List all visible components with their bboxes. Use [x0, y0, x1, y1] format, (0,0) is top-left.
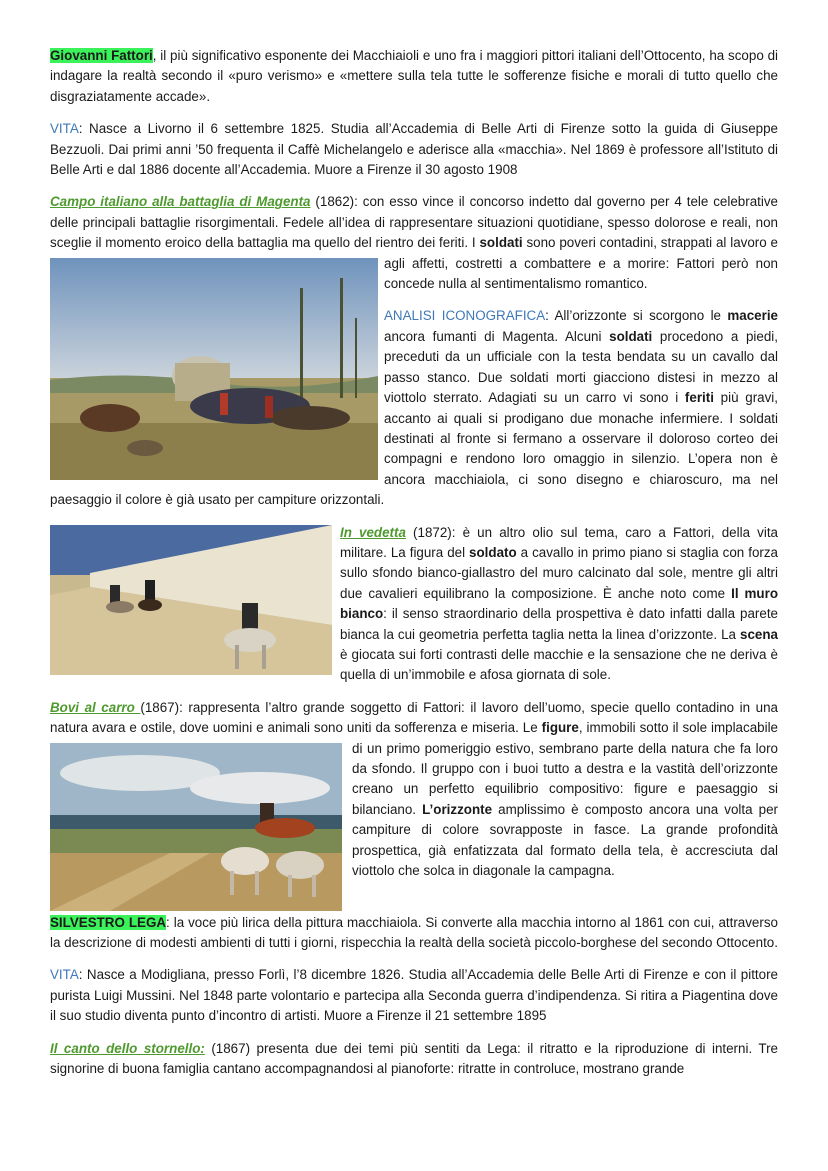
analisi-label: ANALISI ICONOGRAFICA: [384, 308, 546, 324]
magenta-painting: [50, 258, 378, 480]
vita-label: VITA: [50, 121, 79, 137]
bovi-title: Bovi al carro: [50, 699, 141, 715]
vita-label-2: VITA: [50, 967, 79, 983]
document-page: [50, 46, 778, 1091]
fattori-vita: VITA: Nasce a Livorno il 6 settembre 1825. Studia all’Accademia di Belle Arti di Firenze sotto la guida di Giuseppe Bezzuoli. Dai primi anni ’50 frequenta il Caffè Michelangelo e aderisce alla «macchia». Nel 1869 è professore all’Istituto di Belle Arti e dal 1886 docente all’Accademia. Muore a Firenze il 30 agosto 1908: [50, 121, 778, 178]
fattori-name-highlight: Giovanni Fattori: [50, 48, 153, 63]
stornello-title: Il canto dello stornello:: [50, 1040, 205, 1056]
lega-vita: VITA: Nasce a Modigliana, presso Forlì, l’8 dicembre 1826. Studia all’Accademia delle Belle Arti di Firenze e con il pittore purista Luigi Mussini. Nel 1848 parte volontario e partecipa alla Seconda guerra d’indipendenza. Si ritira a Piagentina dove il suo studio diventa punto d’incontro di artisti. Muore a Firenze il 21 settembre 1895: [50, 967, 778, 1024]
lega-name-highlight: SILVESTRO LEGA: [50, 914, 167, 930]
magenta-analisi: ANALISI ICONOGRAFICA: All’orizzonte si scorgono le macerie ancora fumanti di Magenta. Alcuni soldati procedono a piedi, preceduti da un ufficiale con la testa bendata su un cavallo dal passo stanco. Due soldati morti giacciono distesi in mezzo al viottolo sterrato. Adagiati su un carro vi sono i feriti più gravi, accanto ai quali si prodigano due monache infermiere. I soldati destinati al fronte si fermano a osservare il doloroso corteo dei compagni e rendono loro omaggio in silenzio. L’opera non è ancora macchiaiola, ci sono disegno e chiaroscuro, ma nel paesaggio il colore è già usato per campiture orizzontali.: [50, 308, 779, 508]
vedetta-paragraph: In vedetta (1872): è un altro olio sul tema, caro a Fattori, della vita militare. La figura del soldato a cavallo in primo piano si staglia con forza sullo sfondo bianco-giallastro del muro calcinato dal sole, mentre gli altri due cavalieri equilibrano la composizione. È anche noto come Il muro bianco: il senso straordinario della prospettiva è dato infatti dalla parete bianca la cui geometria perfetta taglia netta la linea d’orizzonte. La scena è giocata sui forti contrasti delle macchie e la sensazione che ne deriva è quella di un’immobile e afosa giornata di sole.: [50, 523, 778, 686]
vedetta-painting: [50, 525, 332, 675]
fattori-intro: Giovanni Fattori, il più significativo esponente dei Macchiaioli e uno fra i maggiori pittori italiani dell’Ottocento, ha scopo di indagare la realtà secondo il «puro verismo» e «mettere sulla tela tutte le sofferenze fisiche e morali di tutto quello che disgraziatamente accade».: [50, 48, 778, 104]
magenta-paragraph: Campo italiano alla battaglia di Magenta (1862): con esso vince il concorso indetto dal governo per 4 tele celebrative delle principali battaglie risorgimentali. Fedele all’idea di rappresentare situazioni quotidiane, spesso dolorose e reali, non sceglie il momento eroico della battaglia ma quello del rientro dei feriti. I soldati sono poveri contadini, strappati al lavoro e agli affetti, costretti a combattere e a morire: Fattori però non concede nulla al sentimentalismo romantico.: [50, 192, 778, 294]
vedetta-title: In vedetta: [340, 524, 406, 540]
lega-intro: SILVESTRO LEGA: la voce più lirica della pittura macchiaiola. Si converte alla macchia intorno al 1861 con cui, attraverso la descrizione di modesti ambienti di tutti i giorni, rispecchia la realtà della società piccolo-borghese del secondo Ottocento.: [50, 914, 778, 950]
bovi-paragraph: Bovi al carro (1867): rappresenta l’altro grande soggetto di Fattori: il lavoro dell’uomo, specie quello contadino in una natura avara e ostile, dove uomini e animali sono uniti da sofferenza e miseria. Le figure, immobili sotto il sole implacabile di un primo pomeriggio estivo, sembrano parte della natura che fa loro da sfondo. Il gruppo con i buoi tutto a destra e la vastità dell’orizzonte creano un perfetto equilibrio compositivo: figure e paesaggio si bilanciano. L’orizzonte amplissimo è composto ancora una volta per campiture di colore sovrapposte in fasce. La grande profondità prospettica, già enfatizzata dal formato della tela, è accresciuta dal viottolo che solca in diagonale la campagna.: [50, 698, 778, 882]
magenta-title: Campo italiano alla battaglia di Magenta: [50, 194, 311, 210]
bovi-painting: [50, 743, 342, 911]
stornello-paragraph: Il canto dello stornello: (1867) presenta due dei temi più sentiti da Lega: il ritratto e la riproduzione di interni. Tre signorine di buona famiglia cantano accompagnandosi al pianoforte: ritratte in controluce, mostrano grande: [50, 1040, 778, 1077]
